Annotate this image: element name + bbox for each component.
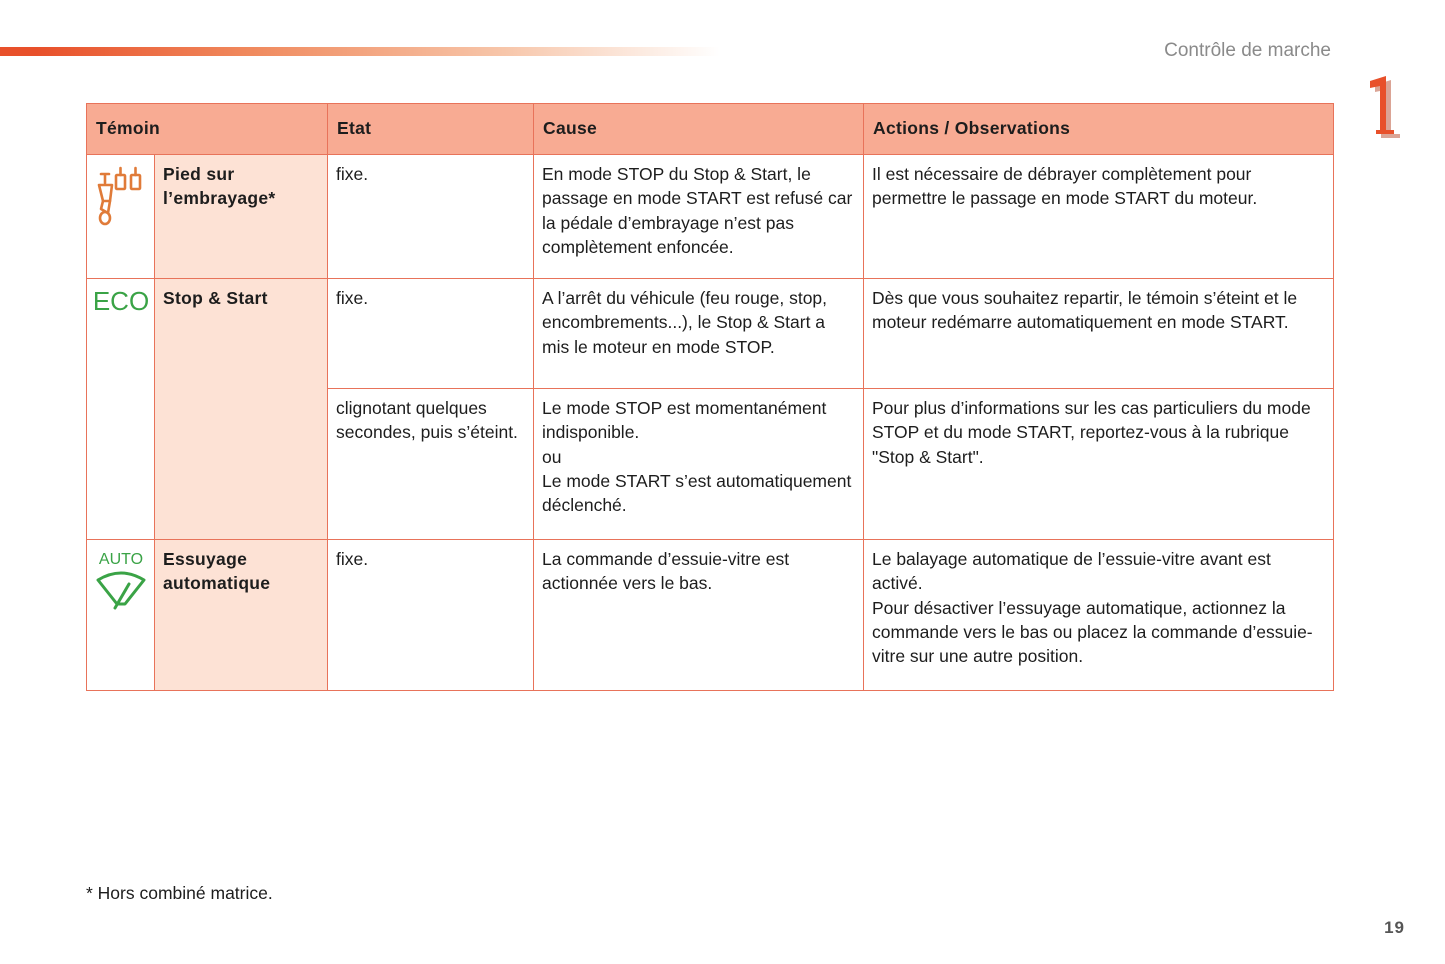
eco-icon [91,287,151,315]
svg-text:AUTO: AUTO [98,551,144,568]
svg-text:ECO: ECO [92,287,150,315]
table-row [87,540,1334,691]
header-cause: Cause [534,104,864,155]
actions-cell: Le balayage automatique de l’essuie-vitre avant est activé. Pour désactiver l’essuyage automatique, actionnez la commande vers le bas ou placez la commande d’essuie-vitre sur une autre position. [864,540,1334,691]
etat-cell: fixe. [328,540,534,691]
table-row [87,155,1334,279]
clutch-pedal-icon [93,163,149,229]
footnote: * Hors combiné matrice. [86,883,273,903]
actions-cell: Dès que vous souhaitez repartir, le témoin s’éteint et le moteur redémarre automatiquement en mode START. [864,279,1334,389]
etat-cell: fixe. [328,155,534,279]
etat-cell: fixe. [328,279,534,389]
temoin-label: Essuyage automatique [155,540,328,691]
auto-wiper-icon [91,548,151,612]
chapter-number-text: 1 [1382,138,1383,139]
temoin-label: Stop & Start [155,279,328,540]
icon-cell [87,279,155,540]
header-etat: Etat [328,104,534,155]
chapter-number-badge [1364,70,1400,140]
etat-cell: clignotant quelques secondes, puis s’éteint. [328,389,534,540]
header-accent-bar [0,47,720,56]
cause-cell: Le mode STOP est momentanément indisponible. ou Le mode START s’est automatiquement déclenché. [534,389,864,540]
header-actions: Actions / Observations [864,104,1334,155]
cause-cell: En mode STOP du Stop & Start, le passage en mode START est refusé car la pédale d’embrayage n’est pas complètement enfoncée. [534,155,864,279]
actions-cell: Il est nécessaire de débrayer complètement pour permettre le passage en mode START du moteur. [864,155,1334,279]
icon-cell [87,540,155,691]
table-header-row [87,104,1334,155]
temoin-label: Pied sur l’embrayage* [155,155,328,279]
cause-cell: La commande d’essuie-vitre est actionnée vers le bas. [534,540,864,691]
icon-cell [87,155,155,279]
actions-cell: Pour plus d’informations sur les cas particuliers du mode STOP et du mode START, reportez-vous à la rubrique "Stop & Start". [864,389,1334,540]
cause-cell: A l’arrêt du véhicule (feu rouge, stop, encombrements...), le Stop & Start a mis le moteur en mode STOP. [534,279,864,389]
page-number: 19 [1384,918,1405,937]
warning-lights-table [86,103,1334,691]
header-temoin: Témoin [87,104,328,155]
table-row [87,279,1334,389]
section-title: Contrôle de marche [1164,40,1331,61]
